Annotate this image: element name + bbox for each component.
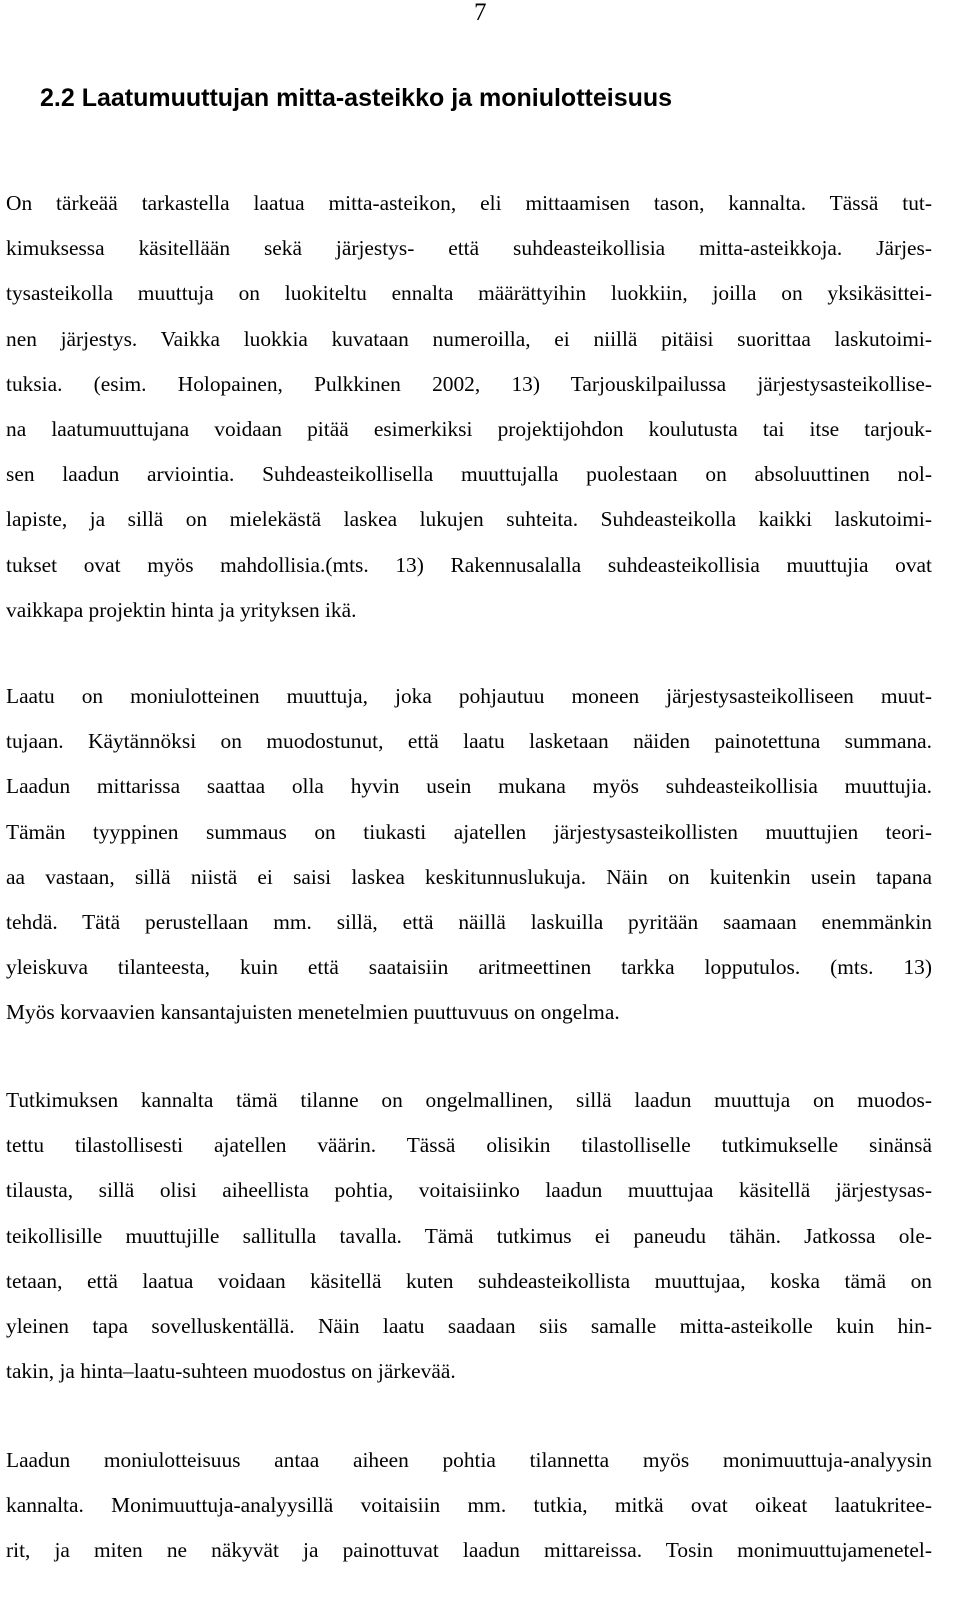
text-line: yleiskuva tilanteesta, kuin että saataisiin aritmeettinen tarkka lopputulos. (mts. 13) [6,955,932,980]
text-line: tysasteikolla muuttuja on luokiteltu ennalta määrättyihin luokkiin, joilla on yksikäsittei- [6,281,932,306]
text-line: tujaan. Käytännöksi on muodostunut, että laatu lasketaan näiden painotettuna summana. [6,729,932,754]
text-line: lapiste, ja sillä on mielekästä laskea lukujen suhteita. Suhdeasteikolla kaikki laskutoimi- [6,507,932,532]
text-line: rit, ja miten ne näkyvät ja painottuvat laadun mittareissa. Tosin monimuuttujamenetel- [6,1538,932,1563]
text-line: tehdä. Tätä perustellaan mm. sillä, että näillä laskuilla pyritään saamaan enemmänkin [6,909,932,934]
text-line: tilausta, sillä olisi aiheellista pohtia, voitaisiinko laadun muuttujaa käsitellä järjestysas- [6,1178,932,1203]
text-line: yleinen tapa sovelluskentällä. Näin laatu saadaan siis samalle mitta-asteikolle kuin hin- [6,1313,932,1338]
text-line: Laatu on moniulotteinen muuttuja, joka pohjautuu moneen järjestysasteikolliseen muut- [6,684,932,708]
text-line: nen järjestys. Vaikka luokkia kuvataan numeroilla, ei niillä pitäisi suorittaa laskutoimi- [6,326,932,351]
text-line: Laadun mittarissa saattaa olla hyvin usein mukana myös suhdeasteikollisia muuttujia. [6,774,932,799]
text-line: kannalta. Monimuuttuja-analyysillä voitaisiin mm. tutkia, mitkä ovat oikeat laatukritee- [6,1493,932,1518]
text-line: tettu tilastollisesti ajatellen väärin. Tässä olisikin tilastolliselle tutkimukselle sinänsä [6,1133,932,1158]
text-line: na laatumuuttujana voidaan pitää esimerkiksi projektijohdon koulutusta tai itse tarjouk- [6,416,932,441]
section-heading: 2.2 Laatumuuttujan mitta-asteikko ja moniulotteisuus [40,84,673,112]
paragraph-multidimensional-quality [6,674,932,1036]
paragraph-measurement-scales [6,181,932,633]
paragraph-research-perspective [6,1078,932,1394]
text-line: On tärkeää tarkastella laatua mitta-asteikon, eli mittaamisen tason, kannalta. Tässä tut- [6,191,932,215]
text-line: Tutkimuksen kannalta tämä tilanne on ongelmallinen, sillä laadun muuttuja on muodos- [6,1088,932,1112]
text-line: Myös korvaavien kansantajuisten menetelmien puuttuvuus on ongelma. [6,1000,620,1025]
page-number: 7 [474,0,487,26]
text-line: sen laadun arviointia. Suhdeasteikollisella muuttujalla puolestaan on absoluuttinen nol- [6,462,932,487]
text-line: takin, ja hinta–laatu-suhteen muodostus on järkevää. [6,1359,456,1384]
text-line: aa vastaan, sillä niistä ei saisi laskea keskitunnuslukuja. Näin on kuitenkin usein tapana [6,864,932,889]
paragraph-multivariate-analysis [6,1438,932,1574]
text-line: vaikkapa projektin hinta ja yrityksen ikä. [6,597,357,622]
text-line: kimuksessa käsitellään sekä järjestys- että suhdeasteikollisia mitta-asteikkoja. Järjes- [6,236,932,261]
text-line: tuksia. (esim. Holopainen, Pulkkinen 2002, 13) Tarjouskilpailussa järjestysasteikollise- [6,371,932,396]
text-line: tetaan, että laatua voidaan käsitellä kuten suhdeasteikollista muuttujaa, koska tämä on [6,1268,932,1293]
text-line: tukset ovat myös mahdollisia.(mts. 13) Rakennusalalla suhdeasteikollisia muuttujia ovat [6,552,932,577]
text-line: teikollisille muuttujille sallitulla tavalla. Tämä tutkimus ei paneudu tähän. Jatkossa ole- [6,1223,932,1248]
text-line: Laadun moniulotteisuus antaa aiheen pohtia tilannetta myös monimuuttuja-analyysin [6,1448,932,1472]
text-line: Tämän tyyppinen summaus on tiukasti ajatellen järjestysasteikollisten muuttujien teori- [6,819,932,844]
